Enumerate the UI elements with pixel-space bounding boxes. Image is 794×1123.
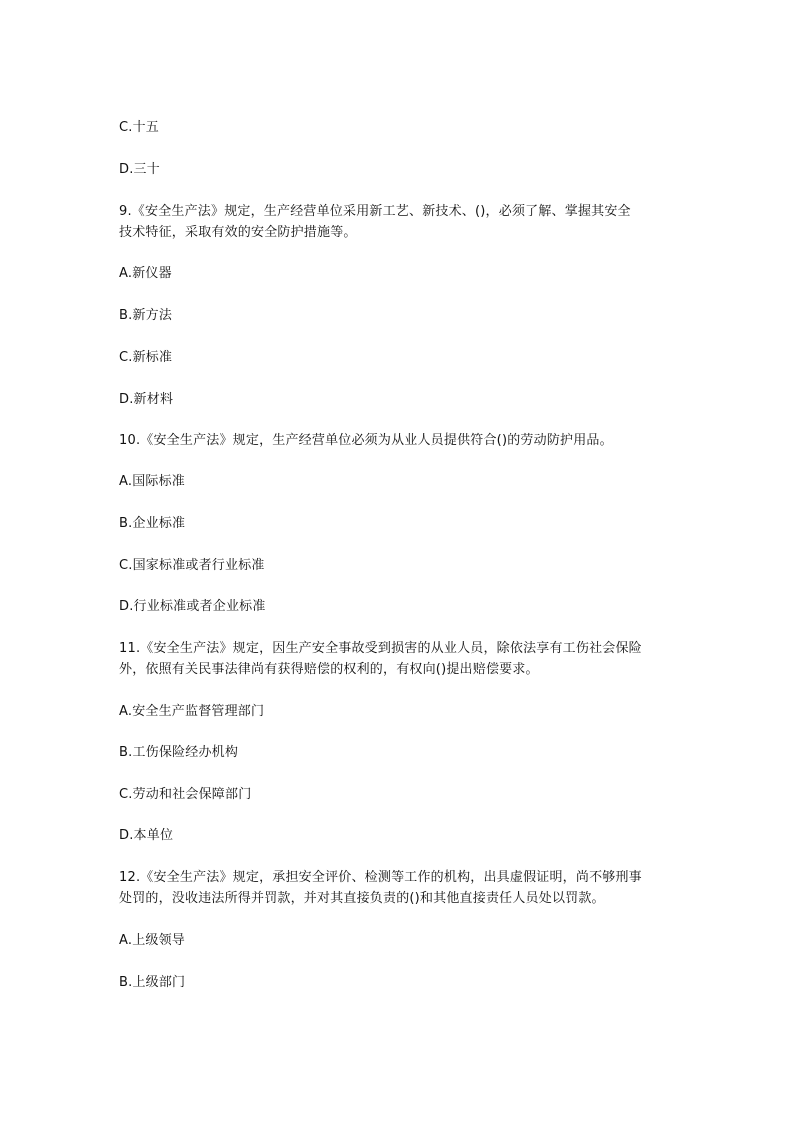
question-9-line-2: 技术特征，采取有效的安全防护措施等。 <box>119 225 357 240</box>
question-11-option-a: A.安全生产监督管理部门 <box>119 704 265 719</box>
question-12-line-1: 12.《安全生产法》规定，承担安全评价、检测等工作的机构，出具虚假证明，尚不够刑事 <box>119 870 642 885</box>
question-12-option-a: A.上级领导 <box>119 933 185 948</box>
question-10-line-1: 10.《安全生产法》规定，生产经营单位必须为从业人员提供符合()的劳动防护用品。 <box>119 433 613 448</box>
option-c-fifteen: C.十五 <box>119 120 160 135</box>
question-9-line-1: 9.《安全生产法》规定，生产经营单位采用新工艺、新技术、()，必须了解、掌握其安全 <box>119 204 631 219</box>
question-10-option-a: A.国际标准 <box>119 474 185 489</box>
question-11-line-1: 11.《安全生产法》规定，因生产安全事故受到损害的从业人员，除依法享有工伤社会保险 <box>119 641 642 656</box>
question-11-option-d: D.本单位 <box>119 828 174 843</box>
question-10-option-c: C.国家标准或者行业标准 <box>119 558 265 573</box>
option-d-thirty: D.三十 <box>119 162 160 177</box>
question-11-option-c: C.劳动和社会保障部门 <box>119 787 252 802</box>
question-10-option-d: D.行业标准或者企业标准 <box>119 599 266 614</box>
question-9-option-c: C.新标准 <box>119 350 173 365</box>
question-10-option-b: B.企业标准 <box>119 516 186 531</box>
question-11-line-2: 外，依照有关民事法律尚有获得赔偿的权利的，有权向()提出赔偿要求。 <box>119 662 539 677</box>
question-9-option-d: D.新材料 <box>119 392 174 407</box>
question-9-option-a: A.新仪器 <box>119 266 172 281</box>
question-12-line-2: 处罚的，没收违法所得并罚款，并对其直接负责的()和其他直接责任人员处以罚款。 <box>119 891 605 906</box>
question-12-option-b: B.上级部门 <box>119 975 186 990</box>
question-9-option-b: B.新方法 <box>119 308 173 323</box>
question-11-option-b: B.工伤保险经办机构 <box>119 745 239 760</box>
